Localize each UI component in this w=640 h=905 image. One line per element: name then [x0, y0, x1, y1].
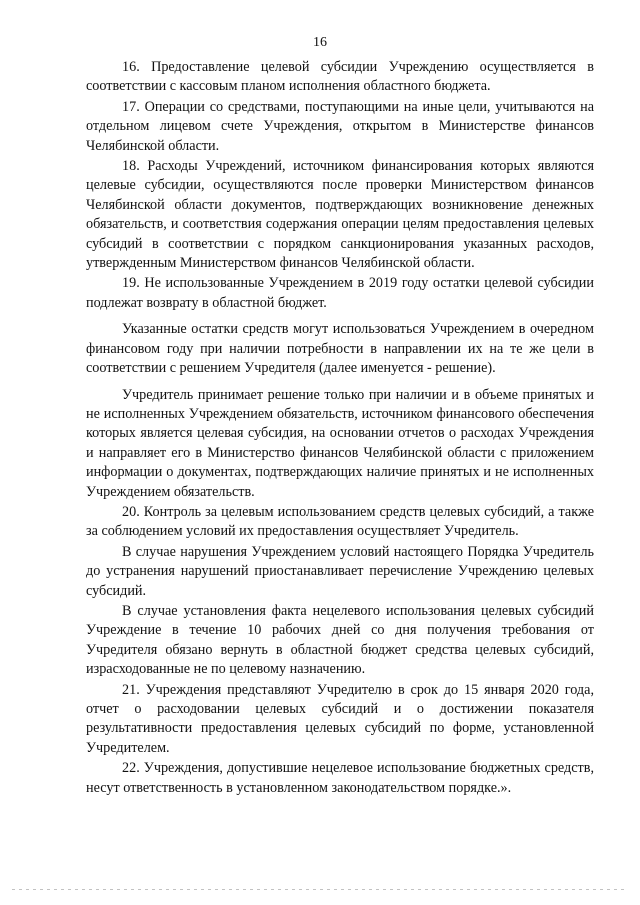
paragraph-17: 17. Операции со средствами, поступающими на иные цели, учитываются на отдельном лицевом счете Учреждения, открытом в Министерстве финансов Челябинской области. [86, 98, 594, 154]
paragraph-19-founder-decision: Учредитель принимает решение только при наличии и в объеме принятых и не исполненных Учреждением обязательств, источником финансового обеспечения которых является целевая субсидия, на основании отчетов о расходах Учреждения и направляет его в Министерство финансов Челябинской области с приложением информации о документах, подтверждающих наличие принятых и не исполненных Учреждением обязательств. [86, 386, 594, 500]
paragraph-20-violation: В случае нарушения Учреждением условий настоящего Порядка Учредитель до устранения нарушений приостанавливает перечисление Учреждению целевых субсидий. [86, 543, 594, 599]
paragraph-20-misuse: В случае установления факта нецелевого использования целевых субсидий Учреждение в течение 10 рабочих дней со дня получения требования от Учредителя обязано вернуть в областной бюджет средства целевых субсидий, израсходованные не по целевому назначению. [86, 602, 594, 678]
paragraph-22: 22. Учреждения, допустившие нецелевое использование бюджетных средств, несут ответственность в установленном законодательством порядке.». [86, 760, 594, 796]
document-body [86, 58, 594, 798]
paragraph-16: 16. Предоставление целевой субсидии Учреждению осуществляется в соответствии с кассовым планом исполнения областного бюджета. [86, 59, 594, 95]
paragraph-20: 20. Контроль за целевым использованием средств целевых субсидий, а также за соблюдением условий их предоставления осуществляет Учредитель. [86, 503, 594, 540]
paragraph-21: 21. Учреждения представляют Учредителю в срок до 15 января 2020 года, отчет о расходовании целевых субсидий и о достижении показателя результативности предоставления целевых субсидий по форме, установленной Учредителем. [86, 681, 594, 756]
paragraph-19-remainders: Указанные остатки средств могут использоваться Учреждением в очередном финансовом году при наличии потребности в направлении их на те же цели в соответствии с решением Учредителя (далее именуется - решение). [86, 321, 594, 377]
page-number: 16 [313, 35, 327, 50]
scan-edge-divider [12, 889, 628, 890]
paragraph-19: 19. Не использованные Учреждением в 2019 году остатки целевой субсидии подлежат возврату в областной бюджет. [86, 275, 594, 311]
paragraph-18: 18. Расходы Учреждений, источником финансирования которых являются целевые субсидии, осуществляются после проверки Министерством финансов Челябинской области документов, подтверждающих возникновение денежных обязательств, и соответствия содержания операции целям предоставления целевых субсидий в соответствии с порядком санкционирования указанных расходов, утвержденным Министерством финансов Челябинской области. [86, 158, 594, 272]
